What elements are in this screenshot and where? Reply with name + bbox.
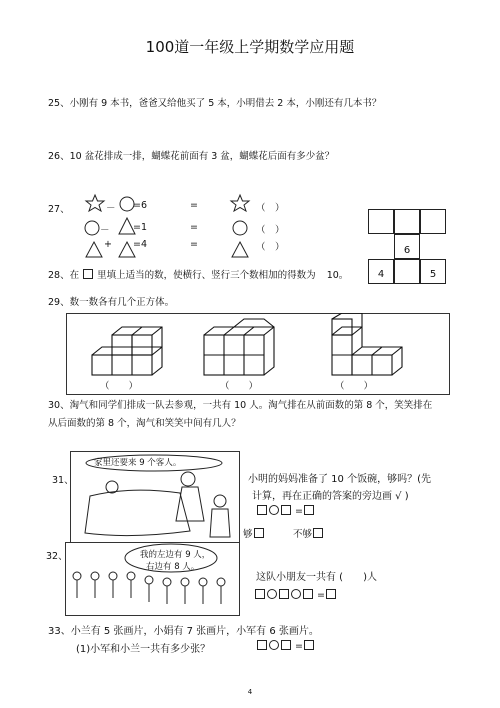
grid-cell-top-right[interactable] — [420, 209, 446, 234]
question-33-sub1: (1)小军和小兰一共有多少张？ — [76, 644, 211, 655]
star-icon — [86, 195, 104, 211]
question-26: 26、10 盆花排成一排，蝴蝶花前面有 3 盆，蝴蝶花后面有多少盆？ — [48, 151, 335, 162]
grid-cell-top-left[interactable] — [368, 209, 394, 234]
q27-r1-val: =6 — [133, 200, 148, 211]
answer-box — [83, 269, 93, 279]
q27-r2-paren: （ ） — [256, 225, 285, 236]
question-31-line1: 小明的妈妈准备了 10 个饭碗，够吗？(先 — [248, 474, 431, 485]
grid-cell-bottom-right: 5 — [420, 259, 446, 284]
q27-r2-op: － — [100, 225, 110, 236]
answer-box[interactable] — [303, 589, 313, 599]
q31-choice-not-enough[interactable]: 不够 — [293, 526, 324, 540]
page-title: 100道一年级上学期数学应用题 — [145, 38, 355, 56]
question-25: 25、小刚有 9 本书，爸爸又给他买了 5 本，小明借去 2 本，小刚还有几本书？ — [48, 98, 382, 109]
q27-r3-val: =4 — [133, 239, 148, 250]
q27-r3-op: + — [104, 239, 112, 250]
grid-cell-bottom-left: 4 — [368, 259, 394, 284]
q31-equation: = — [256, 505, 315, 517]
circle-icon — [120, 197, 134, 211]
q27-r1-paren: （ ） — [256, 203, 285, 214]
speech-bubble-right: 右边有 8 人。 — [146, 562, 200, 572]
operator-circle[interactable] — [291, 589, 301, 599]
q27-r2-val: =1 — [133, 222, 148, 233]
q27-r3-eq: = — [190, 239, 198, 250]
answer-box[interactable] — [326, 589, 336, 599]
question-29: 29、数一数各有几个正方体。 — [48, 297, 175, 308]
grid-cell-center: 6 — [394, 234, 420, 259]
answer-box[interactable] — [304, 505, 314, 515]
answer-box[interactable] — [279, 589, 289, 599]
page-number: 4 — [247, 688, 253, 696]
circle-icon — [85, 221, 99, 235]
speech-bubble-guests: 家里还要来 9 个客人。 — [94, 458, 182, 468]
operator-circle[interactable] — [269, 505, 279, 515]
q29-answer-3[interactable]: （ ） — [335, 381, 374, 392]
speech-bubble-left: 我的左边有 9 人， — [140, 550, 211, 560]
question-28: 28、在 里填上适当的数，使横行、竖行三个数相加的得数为 10。 — [48, 270, 349, 281]
q27-r3-paren: （ ） — [256, 242, 285, 253]
question-31-line2: 计算，再在正确的答案的旁边画 √ ) — [252, 491, 409, 502]
triangle-icon — [86, 242, 102, 257]
question-32-number: 32、 — [46, 551, 68, 562]
number-grid — [368, 209, 446, 284]
question-27-number: 27、 — [48, 204, 70, 215]
checkbox[interactable] — [254, 528, 264, 538]
star-icon — [231, 195, 249, 211]
checkbox[interactable] — [313, 528, 323, 538]
q27-r1-eq: = — [190, 200, 198, 211]
q29-answer-2[interactable]: （ ） — [220, 381, 259, 392]
grid-cell-bottom[interactable] — [394, 259, 420, 284]
circle-icon — [233, 221, 247, 235]
question-33: 33、小兰有 5 张画片，小娟有 7 张画片，小军有 6 张画片。 — [48, 626, 319, 637]
question-30-line2: 从后面数的第 8 个，淘气和笑笑中间有几人？ — [48, 418, 241, 429]
question-32-text: 这队小朋友一共有 ( )人 — [256, 572, 377, 583]
q31-choice-enough[interactable]: 够 — [243, 526, 265, 540]
q33-equation: = — [256, 640, 315, 652]
triangle-icon — [232, 242, 248, 257]
question-30-line1: 30、淘气和同学们排成一队去参观，一共有 10 人。淘气排在从前面数的第 8 个，笑笑排在 — [48, 400, 433, 411]
answer-box[interactable] — [281, 640, 291, 650]
answer-box[interactable] — [255, 589, 265, 599]
question-31-number: 31、 — [52, 475, 74, 486]
answer-box[interactable] — [281, 505, 291, 515]
answer-box[interactable] — [257, 505, 267, 515]
operator-circle[interactable] — [269, 640, 279, 650]
answer-box[interactable] — [304, 640, 314, 650]
answer-box[interactable] — [257, 640, 267, 650]
q32-equation: = — [254, 589, 337, 601]
operator-circle[interactable] — [267, 589, 277, 599]
grid-cell-top[interactable] — [394, 209, 420, 234]
q29-answer-1[interactable]: （ ） — [100, 381, 139, 392]
q27-r2-eq: = — [190, 222, 198, 233]
q27-r1-op: － — [106, 203, 116, 214]
